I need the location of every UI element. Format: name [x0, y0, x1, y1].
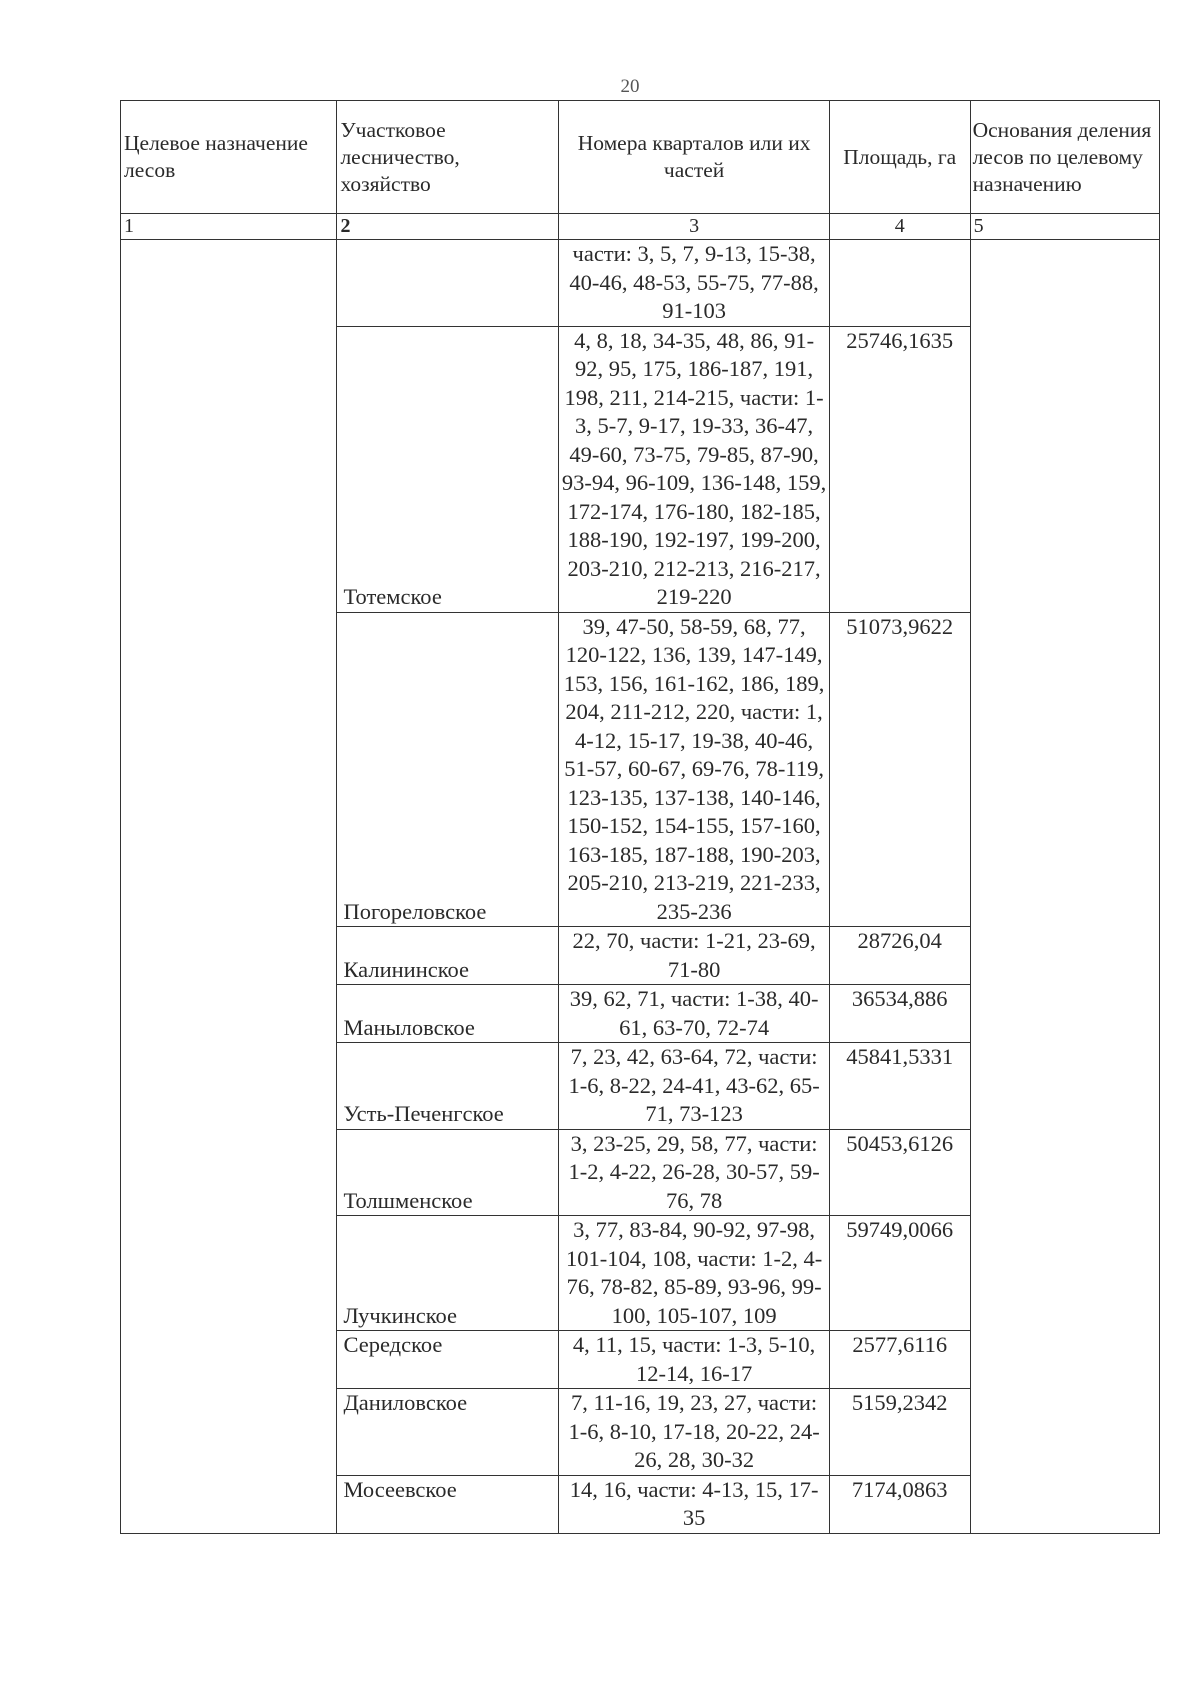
area-cell: 51073,9622 — [829, 612, 970, 927]
division-basis-cell — [970, 240, 1159, 1534]
district-cell: Тотемское — [337, 326, 559, 612]
header-forest-purpose: Целевое назначение лесов — [121, 101, 337, 214]
quarters-cell: части: 3, 5, 7, 9-13, 15-38, 40-46, 48-53, 55-75, 77-88, 91-103 — [559, 240, 830, 327]
quarters-cell: 39, 62, 71, части: 1-38, 40-61, 63-70, 72-74 — [559, 985, 830, 1043]
quarters-cell: 3, 23-25, 29, 58, 77, части: 1-2, 4-22, 26-28, 30-57, 59-76, 78 — [559, 1129, 830, 1216]
district-cell: Маныловское — [337, 985, 559, 1043]
header-district: Участковое лесничество, хозяйство — [337, 101, 559, 214]
forest-purpose-table — [120, 100, 1160, 1534]
area-cell: 25746,1635 — [829, 326, 970, 612]
area-cell: 50453,6126 — [829, 1129, 970, 1216]
column-number: 5 — [970, 214, 1159, 240]
table-header-row — [121, 101, 1160, 214]
column-number-row — [121, 214, 1160, 240]
district-cell: Усть-Печенгское — [337, 1043, 559, 1130]
header-quarter-numbers: Номера кварталов или их частей — [559, 101, 830, 214]
district-cell: Мосеевское — [337, 1475, 559, 1533]
area-cell: 36534,886 — [829, 985, 970, 1043]
district-cell — [337, 240, 559, 327]
area-cell: 28726,04 — [829, 927, 970, 985]
column-number: 1 — [121, 214, 337, 240]
district-cell: Калининское — [337, 927, 559, 985]
area-cell: 2577,6116 — [829, 1331, 970, 1389]
district-cell: Лучкинское — [337, 1216, 559, 1331]
page-number: 20 — [620, 76, 640, 97]
table-row — [121, 240, 1160, 327]
column-number: 2 — [337, 214, 559, 240]
area-cell: 7174,0863 — [829, 1475, 970, 1533]
quarters-cell: 7, 11-16, 19, 23, 27, части: 1-6, 8-10, 17-18, 20-22, 24-26, 28, 30-32 — [559, 1389, 830, 1476]
area-cell — [829, 240, 970, 327]
column-number: 3 — [559, 214, 830, 240]
quarters-cell: 14, 16, части: 4-13, 15, 17-35 — [559, 1475, 830, 1533]
quarters-cell: 4, 11, 15, части: 1-3, 5-10, 12-14, 16-17 — [559, 1331, 830, 1389]
quarters-cell: 3, 77, 83-84, 90-92, 97-98, 101-104, 108, части: 1-2, 4-76, 78-82, 85-89, 93-96, 99-100, 105-107, 109 — [559, 1216, 830, 1331]
quarters-cell: 39, 47-50, 58-59, 68, 77, 120-122, 136, 139, 147-149, 153, 156, 161-162, 186, 189, 204, 211-212, 220, части: 1, 4-12, 15-17, 19-38, 40-46, 51-57, 60-67, 69-76, 78-119, 123-135, 137-138, 140-146, 150-152, 154-155, 157-160, 163-185, 187-188, 190-203, 205-210, 213-219, 221-233, 235-236 — [559, 612, 830, 927]
district-cell: Погореловское — [337, 612, 559, 927]
header-area: Площадь, га — [829, 101, 970, 214]
quarters-cell: 4, 8, 18, 34-35, 48, 86, 91-92, 95, 175, 186-187, 191, 198, 211, 214-215, части: 1-3, 5-7, 9-17, 19-33, 36-47, 49-60, 73-75, 79-85, 87-90, 93-94, 96-109, 136-148, 159, 172-174, 176-180, 182-185, 188-190, 192-197, 199-200, 203-210, 212-213, 216-217, 219-220 — [559, 326, 830, 612]
area-cell: 45841,5331 — [829, 1043, 970, 1130]
district-cell: Даниловское — [337, 1389, 559, 1476]
quarters-cell: 7, 23, 42, 63-64, 72, части: 1-6, 8-22, 24-41, 43-62, 65-71, 73-123 — [559, 1043, 830, 1130]
quarters-cell: 22, 70, части: 1-21, 23-69, 71-80 — [559, 927, 830, 985]
forest-purpose-cell — [121, 240, 337, 1534]
district-cell: Середское — [337, 1331, 559, 1389]
header-division-basis: Основания деления лесов по целевому назначению — [970, 101, 1159, 214]
column-number: 4 — [829, 214, 970, 240]
area-cell: 59749,0066 — [829, 1216, 970, 1331]
area-cell: 5159,2342 — [829, 1389, 970, 1476]
district-cell: Толшменское — [337, 1129, 559, 1216]
